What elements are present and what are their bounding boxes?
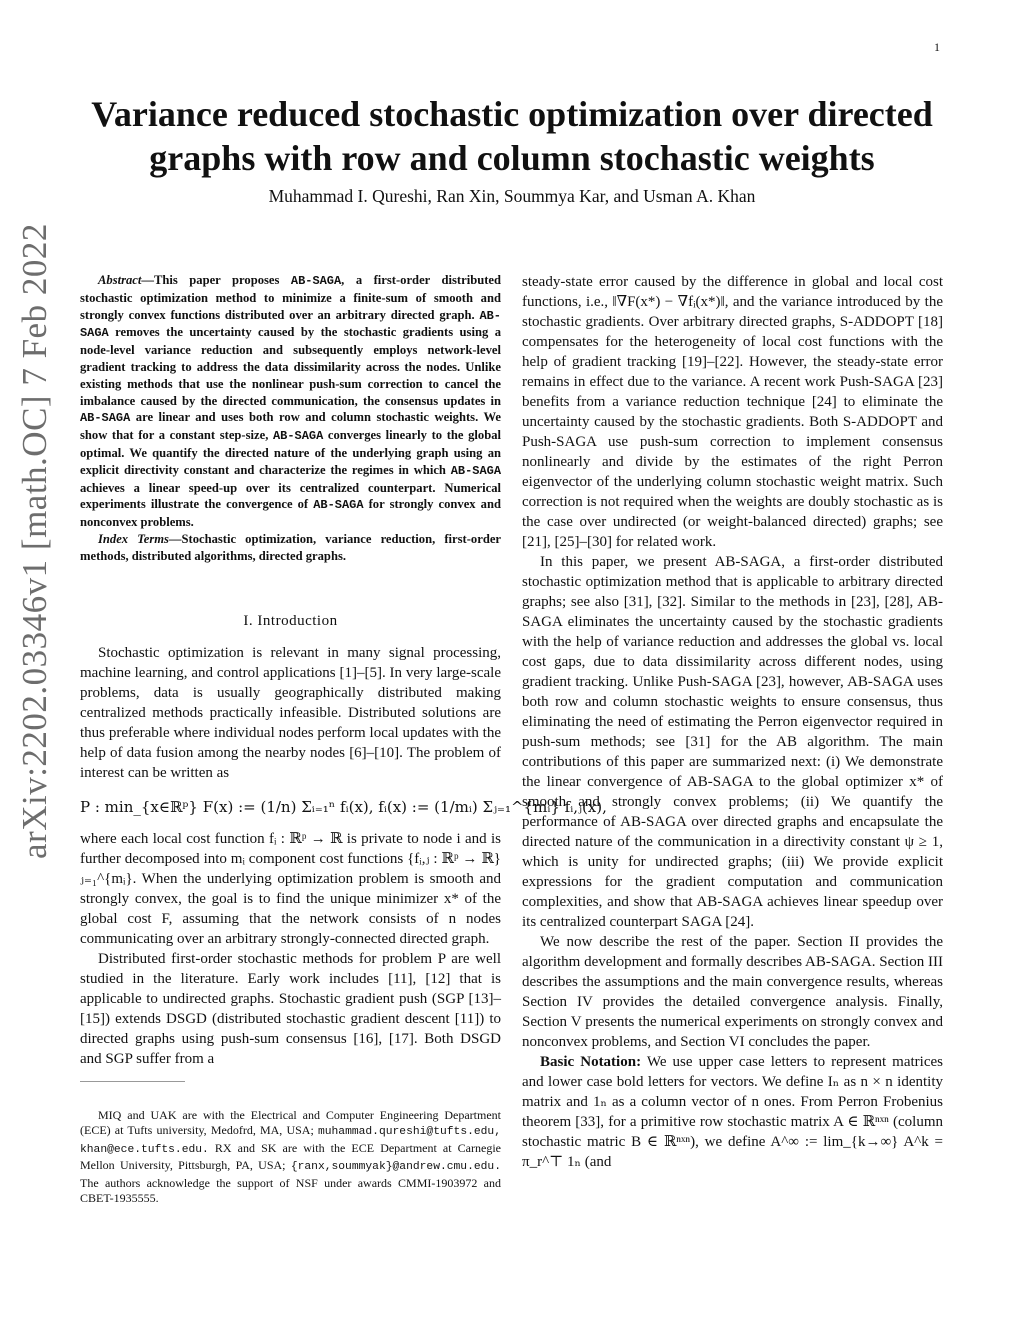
footnote-text: RX and SK are with the ECE Department at Carnegie Mellon University, Pittsburgh, PA, USA; (80, 1140, 501, 1173)
index-terms-label: Index Terms (98, 531, 169, 546)
algo-name: AB-SAGA (272, 429, 324, 444)
footnote (80, 1108, 501, 1207)
abstract-text: are linear and uses both row and column stochastic weights. We show that for a constant step-size, (80, 410, 501, 443)
email-link[interactable]: {ranx,soummyak}@andrew.cmu.edu. (290, 1161, 501, 1174)
abstract-text: , a first-order distributed stochastic optimization method to minimize a finite-sum of smooth and strongly convex functions distributed over an arbitrary directed graph. (80, 273, 501, 322)
abstract-text: converges linearly to the global optimal. We quantify the directed nature of the underlying graph using an explicit directivity constant and characterize the regimes in which (80, 428, 501, 477)
paper-title: Variance reduced stochastic optimization over directed graphs with row and column stochastic weights (91, 94, 933, 178)
abstract-text: achieves a linear speed-up over its centralized counterpart. Numerical experiments illustrate the convergence of (80, 480, 501, 512)
footnote-text: The authors acknowledge the support of NSF under awards CMMI-1903972 and CBET-1935555. (80, 1175, 501, 1206)
right-column (522, 272, 943, 1172)
index-terms: Index Terms—Stochastic optimization, variance reduction, first-order methods, distributed algorithms, directed graphs. (80, 531, 501, 563)
intro-paragraph-2: where each local cost function fᵢ : ℝᵖ → ℝ is private to node i and is further decomposed into mᵢ component cost functions {fᵢ,ⱼ : ℝᵖ → ℝ}ⱼ₌₁^{mᵢ}. When the underlying optimization problem is smooth and strongly convex, the goal is to find the unique minimizer x* of the global cost F, assuming that the network consists of n nodes communicating over an arbitrary strongly-connected directed graph. (80, 830, 501, 947)
algo-name: AB-SAGA (313, 498, 364, 513)
arxiv-sidebar-stamp: arXiv:2202.03346v1 [math.OC] 7 Feb 2022 (15, 223, 54, 859)
abstract-label: Abstract (98, 273, 142, 287)
problem-equation: P : min_{x∈ℝᵖ} F(x) := (1/n) Σᵢ₌₁ⁿ fᵢ(x), fᵢ(x) := (1/mᵢ) Σⱼ₌₁^{mᵢ} fᵢ,ⱼ(x), (80, 797, 607, 816)
paper-authors: Muhammad I. Qureshi, Ran Xin, Soummya Kar, and Usman A. Khan (268, 186, 756, 206)
body-paragraph-outline: We now describe the rest of the paper. Section II provides the algorithm development and formally describes AB-SAGA. Section III describes the assumptions and the main convergence results, whereas Section IV provides the detailed convergence analysis. Finally, Section V presents the numerical experiments on strongly convex and nonconvex problems, and Section VI concludes the paper. (522, 934, 943, 1050)
footnote-divider (80, 1081, 185, 1082)
email-link[interactable]: khan@ece.tufts.edu. (80, 1143, 209, 1156)
email-link[interactable]: muhammad.qureshi@tufts.edu, (317, 1126, 501, 1139)
intro-paragraph-3: Distributed first-order stochastic methods for problem P are well studied in the literature. Early work includes [11], [12] that is applicable to undirected graphs. Stochastic gradient push (SGP [13]–[15]) extends DSGD (distributed stochastic gradient descent [11]) to directed graphs using push-sum consensus [16], [17]. Both DSGD and SGP suffer from a (80, 950, 501, 1067)
index-terms-text: Stochastic optimization, variance reduction, first-order methods, distributed algorithms, directed graphs. (80, 531, 501, 563)
intro-paragraph-1: Stochastic optimization is relevant in many signal processing, machine learning, and control applications [1]–[5]. In very large-scale problems, data is usually geographically distributed making centralized methods practically infeasible. Distributed solutions are thus preferable where individual nodes perform local updates with the help of data fusion among the nearby nodes [6]–[10]. The problem of interest can be written as (80, 644, 501, 781)
body-paragraph-notation (522, 1052, 943, 1172)
algo-name: AB-SAGA (80, 308, 501, 341)
footnote-text: MIQ and UAK are with the Electrical and Computer Engineering Department (ECE) at Tufts university, Medofrd, MA, USA; (80, 1107, 501, 1138)
body-paragraph-continued: steady-state error caused by the difference in global and local cost functions, i.e., ‖∇F(x*) − ∇fᵢ(x*)‖, and the variance introduced by the stochastic gradients. Over arbitrary directed graphs, S-ADDOPT [18] compensates for the heterogeneity of local cost functions with the help of gradient tracking [19]–[22]. However, the steady-state error remains in effect due to the variance. A recent work Push-SAGA [23] benefits from a variance reduction technique [24] to eliminate the uncertainty caused by the stochastic gradients. Both S-ADDOPT and Push-SAGA use push-sum correction to implement consensus nonlinearly and divide by the estimates of the right Perron eigenvector of the underlying column stochastic weight matrix. Such correction is not required when the weights are doubly stochastic as is the case over undirected (or weight-balanced directed) graphs; see [21], [25]–[30] for related work. (522, 274, 943, 550)
algo-name: AB-SAGA (80, 411, 131, 426)
abstract: Abstract—This paper proposes AB-SAGA, a first-order distributed stochastic optimization method to minimize a finite-sum of smooth and strongly convex functions distributed over an arbitrary directed graph. AB-SAGA removes the uncertainty caused by the stochastic gradients using a node-level variance reduction and subsequently employs network-level gradient tracking to address the data dissimilarity across the nodes. Unlike existing methods that use the nonlinear push-sum correction to cancel the imbalance caused by the directed communication, the consensus updates in AB-SAGA are linear and uses both row and column stochastic weights. We show that for a constant step-size, AB-SAGA converges linearly to the global optimal. We quantify the directed nature of the underlying graph using an explicit directivity constant and characterize the regimes in which AB-SAGA achieves a linear speed-up over its centralized counterpart. Numerical experiments illustrate the convergence of AB-SAGA for strongly convex and nonconvex problems. (80, 273, 501, 530)
algo-name: AB-SAGA (450, 463, 501, 478)
abstract-text: removes the uncertainty caused by the stochastic gradients using a node-level variance reduction and subsequently employs network-level gradient tracking to address the data dissimilarity across the nodes. Unlike existing methods that use the nonlinear push-sum correction to cancel the imbalance caused by the directed communication, the consensus updates in (80, 325, 501, 408)
page-number: 1 (934, 40, 940, 54)
section-heading-introduction: I. Introduction (243, 612, 338, 629)
abstract-text: for strongly convex and nonconvex problems. (80, 497, 501, 530)
body-paragraph-contributions: In this paper, we present AB-SAGA, a first-order distributed stochastic optimization method that is applicable to arbitrary directed graphs; see also [31], [32]. Similar to the methods in [23], [28], AB-SAGA eliminates the uncertainty caused by the stochastic gradients with the help of variance reduction and addresses the global vs. local cost gaps, due to data dissimilarity across different nodes, using gradient tracking. Unlike Push-SAGA [23], however, AB-SAGA uses both row and column stochastic weights to ensure consensus, thus eliminating the need of estimating the Perron eigenvector required in push-sum methods; see [31] for the AB algorithm. The main contributions of this paper are summarized next: (i) We demonstrate the linear convergence of AB-SAGA to the global optimizer x* of smooth and strongly convex problems; (ii) We quantify the performance of AB-SAGA over directed graphs and encapsulate the directed nature of the communication in a directivity constant ψ ≥ 1, which is unity for undirected graphs; (iii) We provide explicit expressions for the gradient computation and communication complexities, and show that AB-SAGA achieves linear speedup over its centralized counterpart SAGA [24]. (522, 554, 943, 930)
notation-text: We use upper case letters to represent matrices and lower case bold letters for vectors. We define Iₙ as n × n identity matrix and 1ₙ as a column vector of n ones. From Perron Frobenius theorem [33], for a primitive row stochastic matrix A ∈ ℝⁿˣⁿ (column stochastic matric B ∈ ℝⁿˣⁿ), we define A^∞ := lim_{k→∞} A^k = π_r^⊤ 1ₙ (and (522, 1054, 943, 1170)
abstract-text: This paper proposes (153, 273, 291, 287)
notation-label: Basic Notation: (540, 1054, 642, 1070)
algo-name: AB-SAGA (290, 274, 342, 288)
